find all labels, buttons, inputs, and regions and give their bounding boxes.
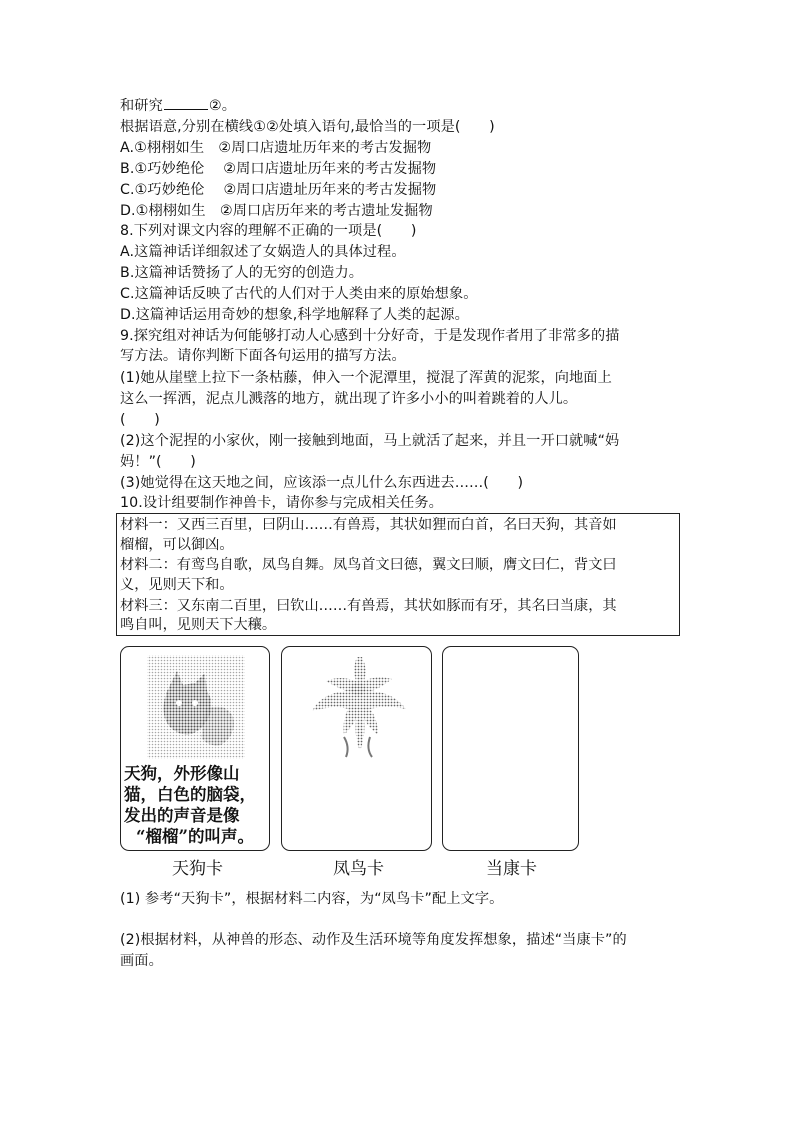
phoenix-illustration — [282, 647, 433, 762]
q10-task-2-line-1: (2)根据材料，从神兽的形态、动作及生活环境等角度发挥想象，描述“当康卡”的 — [120, 932, 627, 948]
tiangou-description — [124, 763, 269, 847]
q8-option-a: A.这篇神话详细叙述了女娲造人的具体过程。 — [120, 244, 406, 260]
tiangou-card — [120, 646, 270, 851]
q9-item-1-answer[interactable]: ( ) — [120, 412, 160, 428]
q8-stem: 8.下列对课文内容的理解不正确的一项是( ) — [120, 223, 417, 239]
q8-option-b: B.这篇神话赞扬了人的无穷的创造力。 — [120, 265, 364, 281]
q9-item-1-line-2: 这么一挥洒，泥点儿溅落的地方，就出现了许多小小的叫着跳着的人儿。 — [120, 391, 578, 407]
q9-item-2-line-1: (2)这个泥捏的小家伙，刚一接触到地面，马上就活了起来，并且一开口就喊“妈 — [120, 433, 620, 449]
answer-blank-2[interactable] — [164, 95, 208, 110]
dangkang-card[interactable] — [442, 646, 579, 851]
q10-stem: 10.设计组要制作神兽卡，请你参与完成相关任务。 — [120, 495, 443, 511]
description-line: 猫，白色的脑袋， — [124, 785, 256, 804]
fengniao-card-caption: 凤鸟卡 — [333, 859, 384, 879]
description-line: 天狗，外形像山 — [124, 764, 240, 783]
material-line: 材料三：又东南二百里，曰钦山……有兽焉，其状如豚而有牙，其名曰当康，其 — [120, 598, 617, 614]
dangkang-card-caption: 当康卡 — [486, 859, 537, 879]
material-line: 义，见则天下和。 — [120, 577, 234, 593]
q9-item-2-line-2: 妈！”( ) — [120, 454, 196, 470]
description-line: “榴榴”的叫声。 — [136, 827, 254, 846]
blank-marker: ② — [208, 98, 222, 114]
q9-item-3: (3)她觉得在这天地之间，应该添一点儿什么东西进去……( ) — [120, 475, 524, 491]
tiangou-illustration — [121, 647, 271, 762]
fengniao-card[interactable] — [281, 646, 432, 851]
q7-stem: 根据语意,分别在横线①②处填入语句,最恰当的一项是( ) — [120, 119, 495, 135]
materials-box — [116, 513, 680, 636]
material-line: 榴榴，可以御凶。 — [120, 537, 234, 553]
q9-stem-line-2: 写方法。请你判断下面各句运用的描写方法。 — [120, 348, 406, 364]
q7-option-d: D.①栩栩如生 ②周口店历年来的考古遗址发掘物 — [120, 203, 433, 219]
q9-item-1-line-1: (1)她从崖壁上拉下一条枯藤，伸入一个泥潭里，搅混了浑黄的泥浆，向地面上 — [120, 370, 612, 386]
q10-task-2-line-2: 画面。 — [120, 953, 163, 969]
q9-stem-line-1: 9.探究组对神话为何能够打动人心感到十分好奇，于是发现作者用了非常多的描 — [120, 328, 620, 344]
q8-option-d: D.这篇神话运用奇妙的想象,科学地解释了人类的起源。 — [120, 307, 469, 323]
material-line: 材料一：又西三百里，曰阴山……有兽焉，其状如狸而白首，名曰天狗，其音如 — [120, 517, 617, 533]
material-line: 材料二：有鸾鸟自歌，凤鸟自舞。凤鸟首文曰德，翼文曰顺，膺文曰仁，背文曰 — [120, 557, 617, 573]
q7-option-c: C.①巧妙绝伦 ②周口店遗址历年来的考古发掘物 — [120, 182, 437, 198]
tiangou-card-caption: 天狗卡 — [172, 859, 223, 879]
q7-tail-end: 。 — [221, 98, 236, 114]
q7-option-a: A.①栩栩如生 ②周口店遗址历年来的考古发掘物 — [120, 140, 432, 156]
q7-sentence-tail — [120, 95, 236, 116]
q8-option-c: C.这篇神话反映了古代的人们对于人类由来的原始想象。 — [120, 286, 478, 302]
q7-tail-text: 和研究 — [120, 98, 163, 114]
material-line: 鸣自叫，见则天下大穰。 — [120, 617, 277, 633]
q7-option-b: B.①巧妙绝伦 ②周口店遗址历年来的考古发掘物 — [120, 161, 437, 177]
description-line: 发出的声音是像 — [124, 806, 240, 825]
q10-task-1: (1) 参考“天狗卡”，根据材料二内容，为“凤鸟卡”配上文字。 — [120, 891, 504, 907]
